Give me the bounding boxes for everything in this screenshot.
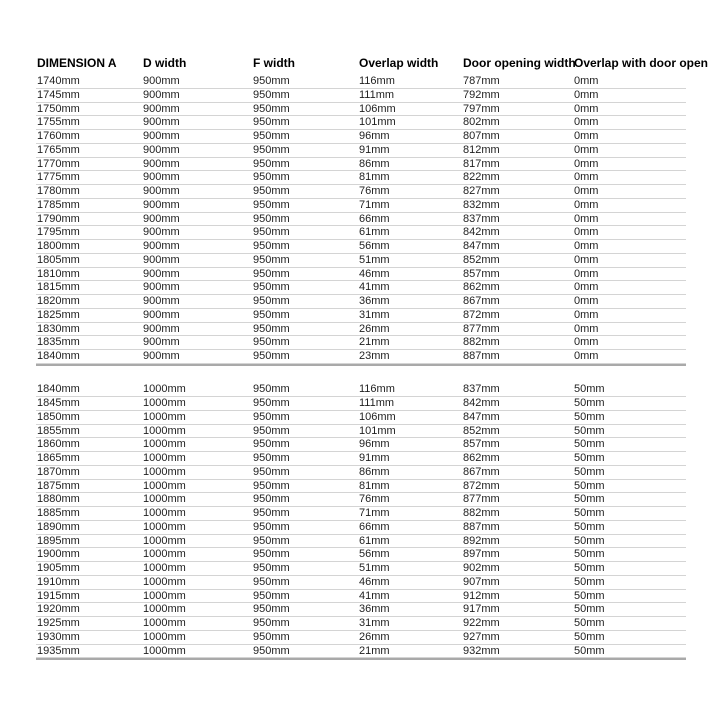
- table-cell: 950mm: [253, 130, 290, 142]
- table-cell: 66mm: [359, 520, 390, 533]
- table-row: [36, 158, 686, 172]
- table-cell: 807mm: [463, 130, 500, 142]
- table-row: [36, 103, 686, 117]
- table-row: [36, 350, 686, 364]
- table-cell: 0mm: [574, 295, 599, 307]
- table-cell: 1800mm: [37, 240, 80, 252]
- dimensions-table: [36, 56, 709, 660]
- table-cell: 0mm: [574, 322, 599, 335]
- column-header: D width: [143, 56, 187, 70]
- table-cell: 832mm: [463, 198, 500, 211]
- table-cell: 1910mm: [37, 575, 80, 588]
- table-cell: 950mm: [253, 397, 290, 409]
- table-cell: 1935mm: [37, 644, 80, 657]
- table-cell: 111mm: [359, 397, 395, 409]
- table-cell: 56mm: [359, 548, 390, 561]
- table-cell: 900mm: [143, 75, 180, 87]
- table-cell: 1000mm: [143, 424, 186, 437]
- table-cell: 950mm: [253, 75, 290, 87]
- table-cell: 0mm: [574, 350, 599, 362]
- table-cell: 36mm: [359, 603, 390, 616]
- table-cell: 950mm: [253, 383, 290, 396]
- table-cell: 1860mm: [37, 438, 80, 451]
- table-row: [36, 185, 686, 199]
- table-cell: 900mm: [143, 171, 180, 184]
- table-cell: 900mm: [143, 143, 180, 156]
- table-row: [36, 323, 686, 337]
- table-cell: 792mm: [463, 88, 500, 101]
- table-cell: 900mm: [143, 322, 180, 335]
- table-cell: 0mm: [574, 75, 599, 87]
- table-cell: 1000mm: [143, 465, 186, 478]
- table-row: [36, 576, 686, 590]
- table-cell: 900mm: [143, 267, 180, 280]
- table-row: [36, 213, 686, 227]
- table-cell: 1000mm: [143, 589, 186, 602]
- table-cell: 50mm: [574, 520, 605, 533]
- table-cell: 50mm: [574, 479, 605, 492]
- table-cell: 950mm: [253, 644, 290, 657]
- table-cell: 1775mm: [37, 171, 80, 184]
- table-cell: 917mm: [463, 603, 500, 616]
- table-row: [36, 268, 686, 282]
- table-row: [36, 631, 686, 645]
- table-cell: 900mm: [143, 336, 180, 349]
- table-cell: 106mm: [359, 102, 396, 115]
- table-cell: 50mm: [574, 534, 605, 547]
- table-cell: 61mm: [359, 226, 390, 239]
- table-cell: 950mm: [253, 575, 290, 588]
- table-cell: 0mm: [574, 240, 599, 252]
- table-cell: 872mm: [463, 308, 500, 321]
- table-cell: 797mm: [463, 102, 500, 115]
- table-cell: 900mm: [143, 198, 180, 211]
- table-cell: 837mm: [463, 212, 500, 225]
- table-cell: 950mm: [253, 350, 290, 362]
- table-cell: 71mm: [359, 198, 390, 211]
- table-cell: 76mm: [359, 185, 390, 197]
- table-cell: 950mm: [253, 253, 290, 266]
- table-cell: 0mm: [574, 212, 599, 225]
- table-cell: 822mm: [463, 171, 500, 184]
- table-row: [36, 603, 686, 617]
- table-cell: 101mm: [359, 116, 396, 129]
- column-header: F width: [253, 56, 295, 70]
- table-row: [36, 171, 686, 185]
- table-cell: 950mm: [253, 267, 290, 280]
- table-cell: 950mm: [253, 630, 290, 643]
- table-cell: 950mm: [253, 198, 290, 211]
- table-cell: 852mm: [463, 253, 500, 266]
- table-row: [36, 493, 686, 507]
- table-cell: 50mm: [574, 424, 605, 437]
- table-cell: 950mm: [253, 410, 290, 423]
- table-cell: 1000mm: [143, 534, 186, 547]
- table-row: [36, 438, 686, 452]
- table-cell: 1760mm: [37, 130, 80, 142]
- table-cell: 50mm: [574, 603, 605, 616]
- column-header: Overlap with door open: [574, 56, 709, 70]
- table-cell: 802mm: [463, 116, 500, 129]
- table-cell: 36mm: [359, 295, 390, 307]
- table-cell: 50mm: [574, 548, 605, 561]
- table-cell: 46mm: [359, 575, 390, 588]
- table-cell: 872mm: [463, 479, 500, 492]
- table-cell: 1885mm: [37, 507, 80, 519]
- table-cell: 0mm: [574, 116, 599, 129]
- table-cell: 887mm: [463, 350, 500, 362]
- table-row: [36, 521, 686, 535]
- table-cell: 71mm: [359, 507, 390, 519]
- table-cell: 116mm: [359, 75, 395, 87]
- table-cell: 21mm: [359, 336, 390, 349]
- table-cell: 900mm: [143, 102, 180, 115]
- table-row: [36, 309, 686, 323]
- table-cell: 1870mm: [37, 465, 80, 478]
- table-cell: 950mm: [253, 617, 290, 629]
- table-cell: 950mm: [253, 603, 290, 616]
- table-cell: 81mm: [359, 171, 390, 184]
- table-cell: 812mm: [463, 143, 500, 156]
- table-cell: 912mm: [463, 589, 500, 602]
- table-cell: 0mm: [574, 143, 599, 156]
- table-cell: 1850mm: [37, 410, 80, 423]
- table-cell: 86mm: [359, 465, 390, 478]
- table-cell: 101mm: [359, 424, 396, 437]
- table-cell: 887mm: [463, 520, 500, 533]
- table-cell: 1905mm: [37, 562, 80, 574]
- table-cell: 1795mm: [37, 226, 80, 239]
- table-cell: 50mm: [574, 507, 605, 519]
- table-cell: 0mm: [574, 253, 599, 266]
- table-cell: 842mm: [463, 397, 500, 409]
- table-cell: 950mm: [253, 143, 290, 156]
- table-cell: 1785mm: [37, 198, 80, 211]
- table-cell: 902mm: [463, 562, 500, 574]
- table-cell: 1845mm: [37, 397, 80, 409]
- table-cell: 1825mm: [37, 308, 80, 321]
- table-cell: 950mm: [253, 424, 290, 437]
- table-cell: 0mm: [574, 308, 599, 321]
- table-row: [36, 397, 686, 411]
- table-cell: 837mm: [463, 383, 500, 396]
- table-cell: 41mm: [359, 589, 390, 602]
- table-cell: 877mm: [463, 493, 500, 506]
- table-cell: 1000mm: [143, 520, 186, 533]
- table-cell: 51mm: [359, 562, 390, 574]
- table-cell: 0mm: [574, 336, 599, 349]
- table-cell: 0mm: [574, 198, 599, 211]
- table-row: [36, 130, 686, 144]
- table-row: [36, 590, 686, 604]
- table-cell: 41mm: [359, 281, 390, 294]
- table-cell: 1000mm: [143, 617, 186, 629]
- table-cell: 0mm: [574, 267, 599, 280]
- table-row: [36, 617, 686, 631]
- table-cell: 950mm: [253, 308, 290, 321]
- table-cell: 882mm: [463, 507, 500, 519]
- table-cell: 950mm: [253, 240, 290, 252]
- table-cell: 21mm: [359, 644, 390, 657]
- table-cell: 950mm: [253, 322, 290, 335]
- table-cell: 922mm: [463, 617, 500, 629]
- table-cell: 1750mm: [37, 102, 80, 115]
- table-row: [36, 383, 686, 397]
- table-cell: 1755mm: [37, 116, 80, 129]
- table-cell: 50mm: [574, 575, 605, 588]
- table-cell: 1000mm: [143, 548, 186, 561]
- table-cell: 1000mm: [143, 603, 186, 616]
- table-cell: 867mm: [463, 465, 500, 478]
- column-header: DIMENSION A: [37, 56, 117, 70]
- table-cell: 877mm: [463, 322, 500, 335]
- table-cell: 1000mm: [143, 383, 186, 396]
- table-cell: 950mm: [253, 295, 290, 307]
- table-cell: 950mm: [253, 452, 290, 464]
- table-cell: 842mm: [463, 226, 500, 239]
- table-cell: 23mm: [359, 350, 390, 362]
- table-cell: 852mm: [463, 424, 500, 437]
- table-cell: 827mm: [463, 185, 500, 197]
- table-cell: 50mm: [574, 438, 605, 451]
- table-row: [36, 645, 686, 659]
- table-cell: 1840mm: [37, 383, 80, 396]
- table-row: [36, 295, 686, 309]
- table-cell: 950mm: [253, 157, 290, 170]
- table-cell: 900mm: [143, 350, 180, 362]
- table-cell: 1890mm: [37, 520, 80, 533]
- table-cell: 50mm: [574, 410, 605, 423]
- table-cell: 81mm: [359, 479, 390, 492]
- table-cell: 882mm: [463, 336, 500, 349]
- table-cell: 76mm: [359, 493, 390, 506]
- table-cell: 950mm: [253, 116, 290, 129]
- table-cell: 1820mm: [37, 295, 80, 307]
- table-row: [36, 535, 686, 549]
- table-cell: 1770mm: [37, 157, 80, 170]
- table-cell: 867mm: [463, 295, 500, 307]
- table-cell: 46mm: [359, 267, 390, 280]
- table-cell: 817mm: [463, 157, 500, 170]
- table-cell: 900mm: [143, 212, 180, 225]
- table-cell: 900mm: [143, 281, 180, 294]
- table-cell: 1000mm: [143, 493, 186, 506]
- table-cell: 56mm: [359, 240, 390, 252]
- table-row: [36, 548, 686, 562]
- table-cell: 61mm: [359, 534, 390, 547]
- table-cell: 0mm: [574, 88, 599, 101]
- table-cell: 927mm: [463, 630, 500, 643]
- table-cell: 86mm: [359, 157, 390, 170]
- table-cell: 847mm: [463, 240, 500, 252]
- table-cell: 1000mm: [143, 644, 186, 657]
- table-cell: 1805mm: [37, 253, 80, 266]
- table-cell: 26mm: [359, 630, 390, 643]
- table-cell: 26mm: [359, 322, 390, 335]
- table-row: [36, 89, 686, 103]
- table-row: [36, 466, 686, 480]
- table-cell: 1855mm: [37, 424, 80, 437]
- table-cell: 950mm: [253, 336, 290, 349]
- table-cell: 950mm: [253, 185, 290, 197]
- table-cell: 1915mm: [37, 589, 80, 602]
- table-cell: 96mm: [359, 130, 390, 142]
- table-cell: 106mm: [359, 410, 396, 423]
- table-cell: 1000mm: [143, 562, 186, 574]
- table-cell: 50mm: [574, 383, 605, 396]
- table-cell: 50mm: [574, 630, 605, 643]
- table-cell: 950mm: [253, 548, 290, 561]
- table-cell: 900mm: [143, 185, 180, 197]
- table-cell: 900mm: [143, 130, 180, 142]
- table-cell: 950mm: [253, 281, 290, 294]
- table-row: [36, 425, 686, 439]
- table-cell: 0mm: [574, 130, 599, 142]
- table-cell: 0mm: [574, 102, 599, 115]
- table-cell: 111mm: [359, 88, 395, 101]
- table-cell: 950mm: [253, 465, 290, 478]
- table-cell: 1925mm: [37, 617, 80, 629]
- table-cell: 950mm: [253, 438, 290, 451]
- table-cell: 857mm: [463, 267, 500, 280]
- table-cell: 0mm: [574, 185, 599, 197]
- table-cell: 0mm: [574, 226, 599, 239]
- table-row: [36, 144, 686, 158]
- table-cell: 0mm: [574, 171, 599, 184]
- table-cell: 1815mm: [37, 281, 80, 294]
- column-header: Door opening width: [463, 56, 576, 70]
- table-cell: 1000mm: [143, 630, 186, 643]
- table-row: [36, 240, 686, 254]
- table-cell: 1765mm: [37, 143, 80, 156]
- table-cell: 50mm: [574, 562, 605, 574]
- table-cell: 50mm: [574, 465, 605, 478]
- table-cell: 50mm: [574, 452, 605, 464]
- table-cell: 950mm: [253, 534, 290, 547]
- table-row: [36, 281, 686, 295]
- table-cell: 116mm: [359, 383, 395, 396]
- table-cell: 847mm: [463, 410, 500, 423]
- table-cell: 1830mm: [37, 322, 80, 335]
- table-cell: 1740mm: [37, 75, 80, 87]
- table-cell: 1745mm: [37, 88, 80, 101]
- table-cell: 1875mm: [37, 479, 80, 492]
- table-cell: 50mm: [574, 644, 605, 657]
- table-row: [36, 562, 686, 576]
- table-cell: 787mm: [463, 75, 500, 87]
- table-cell: 897mm: [463, 548, 500, 561]
- table-row: [36, 226, 686, 240]
- table-cell: 950mm: [253, 589, 290, 602]
- table-cell: 1895mm: [37, 534, 80, 547]
- table-cell: 96mm: [359, 438, 390, 451]
- table-cell: 1930mm: [37, 630, 80, 643]
- table-cell: 1000mm: [143, 397, 186, 409]
- table-cell: 950mm: [253, 507, 290, 519]
- table-cell: 900mm: [143, 240, 180, 252]
- table-cell: 862mm: [463, 281, 500, 294]
- table-row: [36, 480, 686, 494]
- table-cell: 1790mm: [37, 212, 80, 225]
- table-cell: 66mm: [359, 212, 390, 225]
- table-cell: 1780mm: [37, 185, 80, 197]
- table-cell: 900mm: [143, 157, 180, 170]
- table-cell: 950mm: [253, 88, 290, 101]
- table-cell: 892mm: [463, 534, 500, 547]
- table-cell: 900mm: [143, 295, 180, 307]
- table-cell: 1810mm: [37, 267, 80, 280]
- table-cell: 1000mm: [143, 479, 186, 492]
- table-row: [36, 254, 686, 268]
- table-cell: 932mm: [463, 644, 500, 657]
- table-row: [36, 199, 686, 213]
- table-cell: 950mm: [253, 493, 290, 506]
- table-cell: 950mm: [253, 226, 290, 239]
- table-cell: 950mm: [253, 479, 290, 492]
- table-row: [36, 75, 686, 89]
- table-cell: 900mm: [143, 226, 180, 239]
- table-cell: 91mm: [359, 452, 390, 464]
- table-cell: 1900mm: [37, 548, 80, 561]
- table-cell: 1000mm: [143, 410, 186, 423]
- table-cell: 950mm: [253, 562, 290, 574]
- table-cell: 50mm: [574, 589, 605, 602]
- table-cell: 50mm: [574, 397, 605, 409]
- table-cell: 900mm: [143, 308, 180, 321]
- table-cell: 50mm: [574, 617, 605, 629]
- table-cell: 0mm: [574, 157, 599, 170]
- table-row: [36, 411, 686, 425]
- table-cell: 1000mm: [143, 438, 186, 451]
- table-cell: 950mm: [253, 212, 290, 225]
- column-header: Overlap width: [359, 56, 439, 70]
- table-cell: 31mm: [359, 617, 390, 629]
- table-cell: 1920mm: [37, 603, 80, 616]
- table-cell: 900mm: [143, 88, 180, 101]
- table-cell: 0mm: [574, 281, 599, 294]
- table-cell: 907mm: [463, 575, 500, 588]
- table-cell: 1000mm: [143, 452, 186, 464]
- table-cell: 1840mm: [37, 350, 80, 362]
- table-cell: 950mm: [253, 520, 290, 533]
- table-cell: 91mm: [359, 143, 390, 156]
- table-row: [36, 507, 686, 521]
- table-row: [36, 452, 686, 466]
- table-cell: 862mm: [463, 452, 500, 464]
- table-section-2: [36, 383, 686, 660]
- table-row: [36, 116, 686, 130]
- table-cell: 51mm: [359, 253, 390, 266]
- table-row: [36, 336, 686, 350]
- table-cell: 857mm: [463, 438, 500, 451]
- table-cell: 1835mm: [37, 336, 80, 349]
- table-cell: 900mm: [143, 253, 180, 266]
- table-cell: 50mm: [574, 493, 605, 506]
- table-section-1: [36, 75, 686, 366]
- table-cell: 1865mm: [37, 452, 80, 464]
- table-cell: 1880mm: [37, 493, 80, 506]
- table-cell: 1000mm: [143, 507, 186, 519]
- table-cell: 950mm: [253, 171, 290, 184]
- table-body: [36, 75, 686, 660]
- table-cell: 1000mm: [143, 575, 186, 588]
- table-cell: 31mm: [359, 308, 390, 321]
- table-cell: 900mm: [143, 116, 180, 129]
- table-cell: 950mm: [253, 102, 290, 115]
- table-header-row: [36, 56, 709, 70]
